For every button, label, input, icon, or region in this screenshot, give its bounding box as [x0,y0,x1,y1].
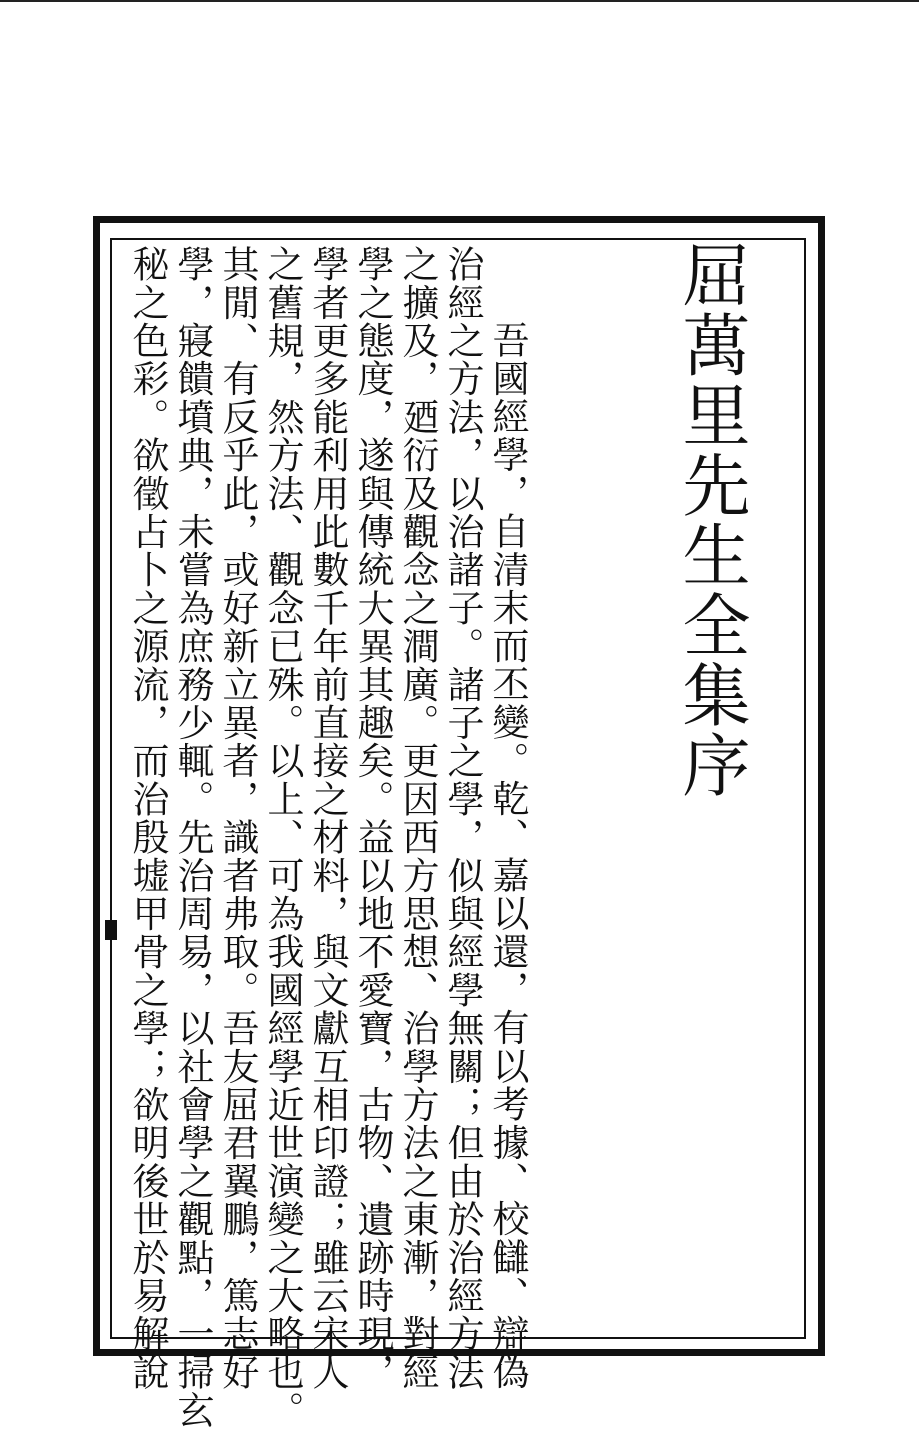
text-column-2: 治經之方法，以治諸子。諸子之學，似與經學無關；但由於治經方法 [441,245,484,1391]
text-column-5: 學者更多能利用此數千年前直接之材料，與文獻互相印證；雖云宋人 [306,245,349,1391]
binding-mark [105,920,117,940]
top-page-rule [0,0,919,2]
text-column-4: 學之態度，遂與傳統大異其趣矣。益以地不愛寶，古物、遺跡時現， [351,245,394,1391]
preface-body [125,245,530,1430]
text-column-8: 學，寢饋墳典，未嘗為庶務少輒。先治周易，以社會學之觀點，一掃玄 [171,245,214,1430]
preface-title: 屈萬里先生全集序 [671,240,750,800]
text-column-9: 秘之色彩。欲徵占卜之源流，而治殷墟甲骨之學；欲明後世於易解說 [126,245,169,1391]
text-column-6: 之舊規，然方法、觀念已殊。以上、可為我國經學近世演變之大略也。 [261,245,304,1430]
text-column-3: 之擴及，廼衍及觀念之澗廣。更因西方思想、治學方法之東漸，對經 [396,245,439,1391]
text-column-7: 其閒、有反乎此，或好新立異者，識者弗取。吾友屈君翼鵬，篤志好 [216,245,259,1391]
text-column-1: 吾國經學，自清末而丕變。乾、嘉以還，有以考據、校讎、辯偽 [486,321,529,1391]
